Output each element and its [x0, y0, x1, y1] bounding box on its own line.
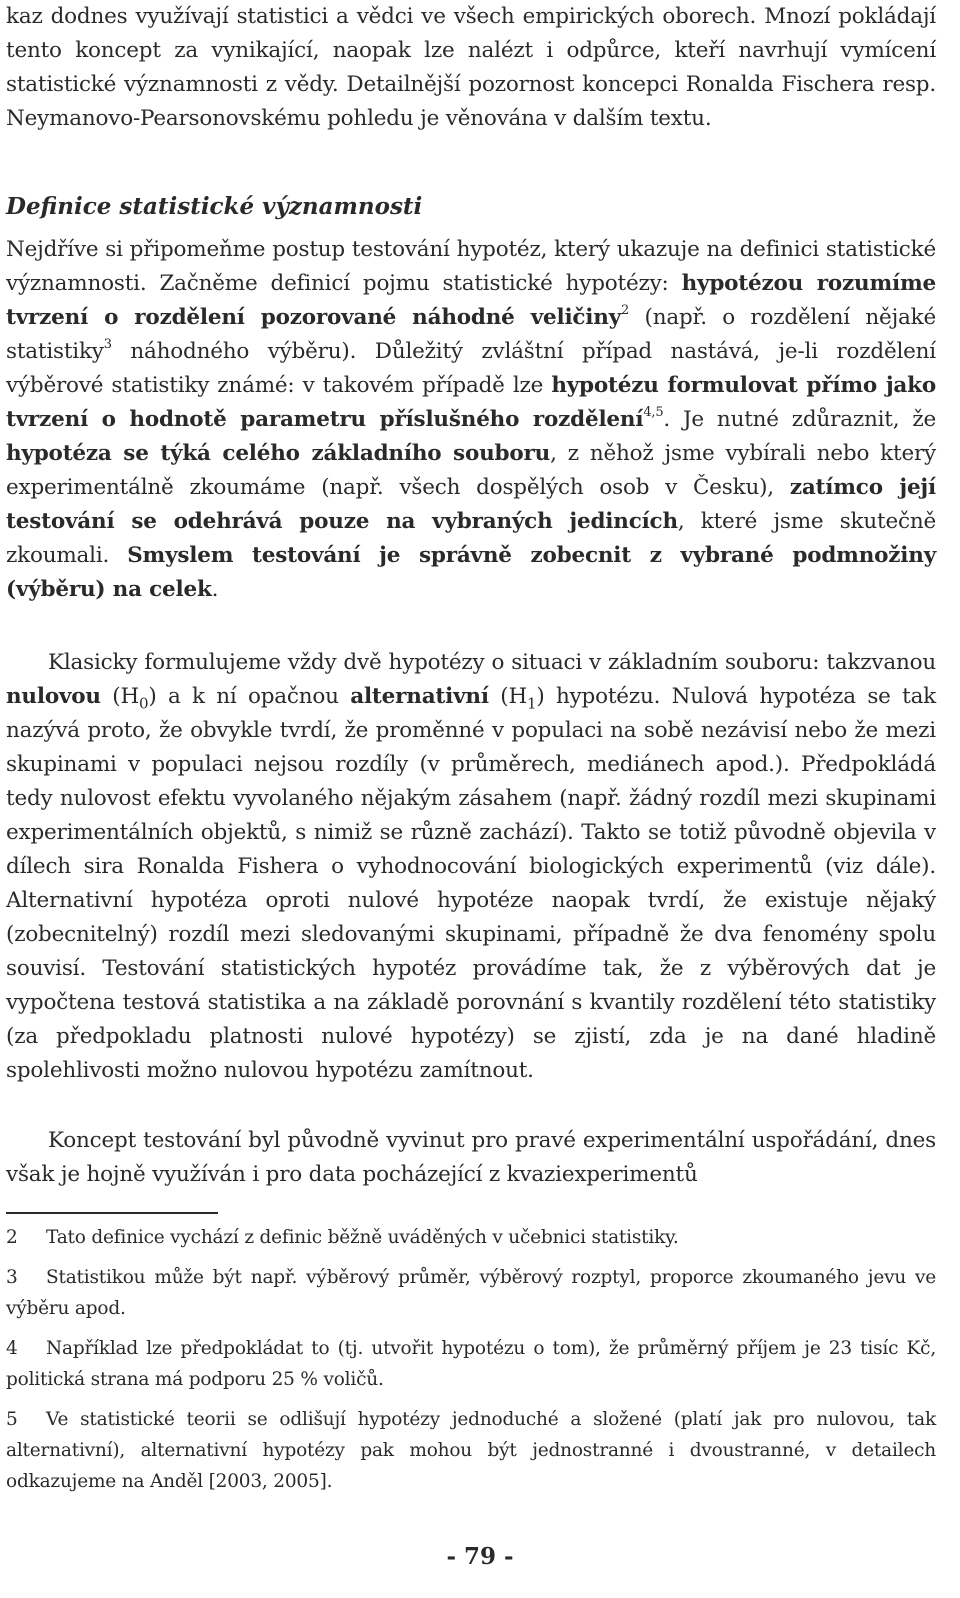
- footnote-4: [6, 1333, 936, 1395]
- concept-paragraph: Koncept testování byl původně vyvinut pro pravé experimentální uspořádání, dnes však je hojně využíván i pro data pocházející z kvaziexperimentů: [6, 1128, 936, 1187]
- text-span: náhodného výběru). Důležitý zvláštní případ nastává, je-li rozdělení výběrové statistiky známé: v takovém případě lze: [6, 339, 936, 398]
- text-span: Klasicky formulujeme vždy dvě hypotézy o situaci v základním souboru: takzvanou: [48, 650, 936, 675]
- text-span: .: [211, 577, 219, 602]
- text-span: . Je nutné zdůraznit, že: [663, 407, 936, 432]
- footnote-number: 3: [6, 1267, 18, 1288]
- footnote-number: 4: [6, 1338, 18, 1359]
- text-span: (např. o rozdělení nějaké statistiky: [6, 305, 937, 364]
- subscript: 1: [527, 694, 537, 713]
- intro-paragraph: kaz dodnes využívají statistici a vědci ve všech empirických oborech. Mnozí pokládají tento koncept za vynikající, naopak lze nalézt i odpůrce, kteří navrhují vymícení statistické významnosti z vědy. Detailnější pozornost koncepci Ronalda Fischera resp. Neymanovo-Pearsonovskému pohledu je věnována v dalším textu.: [6, 4, 936, 131]
- footnote-ref-4-5[interactable]: 4,5: [643, 404, 664, 420]
- footnote-2: [6, 1222, 936, 1253]
- bold-span: zatímco její testování se odehrává pouze na vybraných jedincích: [6, 475, 936, 534]
- text-span: , které jsme skutečně zkoumali.: [6, 509, 936, 568]
- text-span: (H: [100, 684, 140, 709]
- definition-paragraph: [6, 233, 936, 607]
- footnote-text: Například lze předpokládat to (tj. utvořit hypotézu o tom), že průměrný příjem je 23 tisíc Kč, politická strana má podporu 25 % voličů.: [6, 1338, 936, 1390]
- footnote-text: Ve statistické teorii se odlišují hypotézy jednoduché a složené (platí jak pro nulovou, tak alternativní), alternativní hypotézy pak mohou být jednostranné i dvoustranné, v detailech odkazujeme na Anděl [2003, 2005].: [6, 1409, 936, 1492]
- hypotheses-paragraph: [6, 646, 936, 1088]
- footnote-number: 5: [6, 1409, 18, 1430]
- footnote-number: 2: [6, 1227, 18, 1248]
- bold-span: nulovou: [6, 684, 101, 709]
- text-span: Nejdříve si připomeňme postup testování hypotéz, který ukazuje na definici statistické významnosti. Začněme definicí pojmu statistické hypotézy:: [6, 237, 936, 296]
- section-heading: Definice statistické významnosti: [6, 193, 423, 220]
- footnotes: [6, 1222, 936, 1506]
- text-span: (H: [488, 684, 527, 709]
- bold-span: hypotéza se týká celého základního souboru: [6, 441, 551, 466]
- text-span: ) a k ní opačnou: [148, 684, 351, 709]
- text-span: ) hypotézu. Nulová hypotéza se tak nazývá proto, že obvykle tvrdí, že proměnné v populaci na sobě nezávisí nebo že mezi skupinami v populaci nejsou rozdíly (v průměrech, mediánech apod.). Předpokládá tedy nulovost efektu vyvolaného nějakým zásahem (např. žádný rozdíl mezi skupinami experimentálních objektů, s nimiž se různě zachází). Takto se totiž původně objevila v dílech sira Ronalda Fishera o vyhodnocování biologických experimentů (viz dále). Alternativní hypotéza oproti nulové hypotéze naopak tvrdí, že existuje nějaký (zobecnitelný) rozdíl mezi sledovanými skupinami, případně že dva fenomény spolu souvisí. Testování statistických hypotéz provádíme tak, že z výběrových dat je vypočtena testová statistika a na základě porovnání s kvantily rozdělení této statistiky (za předpokladu platnosti nulové hypotézy) se zjistí, zda je na dané hladině spolehlivosti možno nulovou hypotézu zamítnout.: [6, 684, 937, 1083]
- footnote-divider: [6, 1212, 218, 1214]
- footnote-3: [6, 1262, 936, 1324]
- bold-span: hypotézou rozumíme tvrzení o rozdělení pozorované náhodné veličiny: [6, 271, 936, 330]
- bold-span: hypotézu formulovat přímo jako tvrzení o hodnotě parametru příslušného rozdělení: [6, 373, 936, 432]
- footnote-ref-2[interactable]: 2: [621, 302, 630, 318]
- footnote-text: Statistikou může být např. výběrový průměr, výběrový rozptyl, proporce zkoumaného jevu ve výběru apod.: [6, 1267, 936, 1319]
- footnote-5: [6, 1404, 936, 1497]
- page-number: - 79 -: [446, 1543, 514, 1570]
- bold-span: Smyslem testování je správně zobecnit z vybrané podmnožiny (výběru) na celek: [6, 543, 937, 602]
- subscript: 0: [139, 694, 149, 713]
- bold-span: alternativní: [350, 684, 489, 709]
- footnote-ref-3[interactable]: 3: [103, 336, 112, 352]
- footnote-text: Tato definice vychází z definic běžně uváděných v učebnici statistiky.: [46, 1227, 679, 1248]
- text-span: , z něhož jsme vybírali nebo který experimentálně zkoumáme (např. všech dospělých osob v Česku),: [6, 441, 936, 500]
